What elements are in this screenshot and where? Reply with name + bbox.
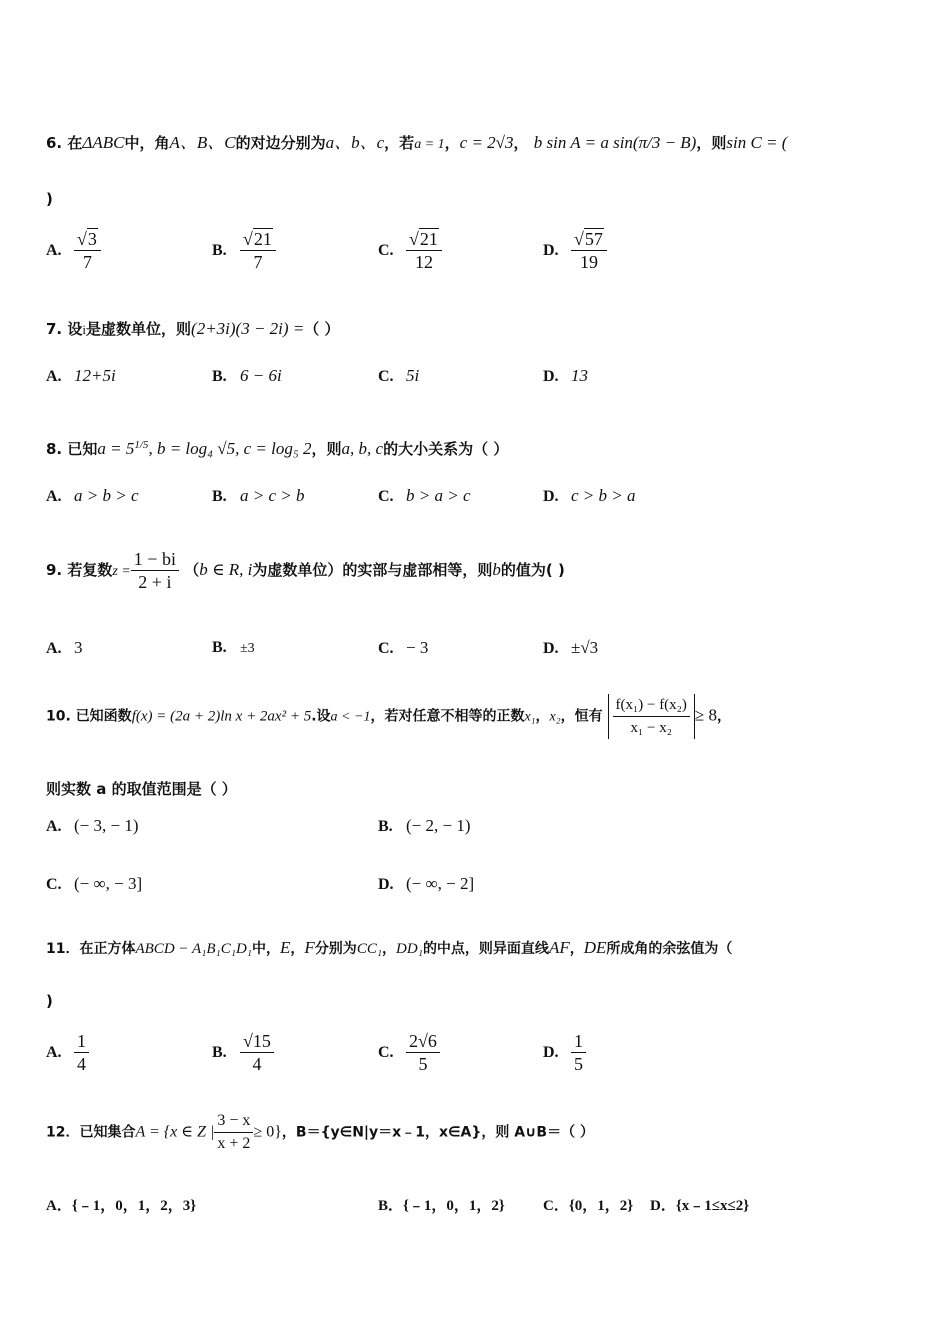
q8-a-definition: a = 5 (97, 439, 135, 458)
q6-continuation: ) (46, 190, 53, 208)
q6-option-b[interactable] (212, 228, 276, 273)
q6-text: 中，角 (124, 134, 170, 152)
q6-text: ，若 (384, 134, 415, 152)
q9-text: 若复数 (67, 561, 113, 579)
option-label: D． (650, 1198, 676, 1214)
option-value: {x﹣1≤x≤2} (675, 1198, 750, 1214)
option-label: A. (46, 242, 62, 259)
q9-option-d[interactable] (543, 638, 598, 658)
q8-option-b[interactable] (212, 486, 305, 506)
q10-option-b[interactable] (378, 816, 471, 836)
q10-text: ，恒有 (560, 708, 603, 725)
option-value: a > b > c (74, 486, 139, 505)
q7-option-d[interactable] (543, 366, 588, 386)
q6-text: 的对边分别为 (235, 134, 326, 152)
q11-text: ， (569, 941, 584, 957)
q12-set-a-left: A = {x ∈ Z | (135, 1123, 215, 1141)
question-7 (46, 318, 340, 339)
fraction (240, 1030, 274, 1075)
numerator: f(x₁) − f(x₂) (613, 694, 690, 717)
q12-option-b[interactable] (378, 1194, 505, 1215)
q7-option-a[interactable] (46, 366, 116, 386)
q8-text: 已知 (67, 440, 98, 458)
q10-fraction (613, 694, 690, 739)
option-value: (− ∞, − 3] (74, 874, 143, 893)
fraction: $\frac{√21}{7}$ (240, 228, 276, 273)
option-label: A. (46, 818, 62, 835)
denominator: 4 (252, 1054, 262, 1074)
question-number: 12． (46, 1124, 80, 1141)
denominator: 4 (77, 1054, 86, 1074)
question-10 (46, 694, 731, 739)
q12-text: 已知集合 (79, 1124, 136, 1141)
q9-text: （ (184, 561, 200, 579)
denominator: x₁ − x₂ (630, 720, 672, 736)
option-value: (− 2, − 1) (406, 816, 471, 835)
q8-text: 的大小关系为（ ） (383, 440, 509, 458)
q7-option-b[interactable] (212, 366, 282, 386)
q12-text: ，B＝{y∈N|y＝x﹣1，x∈A}，则 A∪B＝（ ） (281, 1124, 594, 1141)
question-9 (46, 548, 565, 593)
q10-text: ， (717, 708, 731, 725)
q11-dd1: DD₁ (396, 941, 423, 957)
numerator: 1 − bi (131, 548, 179, 571)
q10-function: f(x) = (2a + 2)ln x + 2ax² + 5 (131, 708, 312, 725)
q10-text: 已知函数 (75, 708, 132, 725)
q12-option-d[interactable] (650, 1194, 749, 1215)
option-value: a > c > b (240, 486, 305, 505)
q9-fraction (131, 548, 179, 593)
option-value: {﹣1，0，1，2} (403, 1198, 505, 1214)
q10-x2: x₂ (549, 709, 561, 725)
question-number: 7. (46, 320, 63, 338)
q12-option-c[interactable] (543, 1194, 633, 1215)
q6-condition: b sin A = a sin(π/3 − B) (533, 133, 697, 152)
denominator: 5 (574, 1054, 583, 1074)
q8-option-c[interactable] (378, 486, 471, 506)
q9-option-a[interactable] (46, 638, 83, 658)
q11-option-a[interactable] (46, 1030, 89, 1075)
q11-continuation: ) (46, 992, 53, 1010)
q10-x1: x₁ (524, 709, 536, 725)
q8-bc-definition: , b = log₄ √5, c = log₅ 2 (148, 439, 312, 458)
q10-text: ，若对任意不相等的正数 (370, 708, 525, 725)
denominator: 2 + i (138, 572, 172, 592)
q11-text: 中， (252, 941, 281, 957)
option-label: D. (543, 640, 559, 657)
denominator: 19 (579, 252, 598, 272)
option-label: D. (378, 876, 394, 893)
option-label: D. (543, 368, 559, 385)
q12-fraction (214, 1110, 253, 1155)
numerator: 1 (74, 1030, 89, 1053)
q11-point-f: F (304, 938, 315, 957)
numerator: 57 (584, 229, 603, 249)
q10-condition: a < −1 (330, 709, 371, 725)
option-label: A. (46, 488, 62, 505)
numerator: 3 − x (214, 1110, 253, 1133)
q7-expression: (2+3i)(3 − 2i) = (191, 319, 305, 338)
option-label: C. (378, 640, 394, 657)
q7-text: 设 (67, 320, 83, 338)
q11-text: 在正方体 (79, 941, 136, 957)
q10-text: ， (535, 708, 550, 725)
q9-condition: b ∈ R, i (199, 560, 253, 579)
q11-text: 分别为 (314, 941, 357, 957)
option-label: D. (543, 1044, 559, 1061)
option-label: C. (46, 876, 62, 893)
q6-angles: A、B、C (169, 133, 236, 152)
fraction (74, 1030, 89, 1075)
q11-cc1: CC₁ (356, 941, 383, 957)
option-value: (− 3, − 1) (74, 816, 139, 835)
numerator: 21 (419, 229, 438, 249)
option-label: B. (212, 242, 227, 259)
option-label: D. (543, 488, 559, 505)
denominator: x + 2 (217, 1135, 251, 1152)
option-value: b > a > c (406, 486, 471, 505)
q10-line2: 则实数 a 的取值范围是（ ） (46, 780, 237, 798)
q10-option-d[interactable] (378, 874, 474, 894)
q9-text: 为虚数单位）的实部与虚部相等，则 (252, 561, 493, 579)
question-number: 6. (46, 134, 63, 152)
q6-option-a[interactable] (46, 228, 101, 273)
fraction: $\frac{√21}{12}$ (406, 228, 442, 273)
q8-option-a[interactable] (46, 486, 139, 506)
q6-a-value: a = 1 (414, 137, 445, 152)
option-value: ±√3 (571, 638, 599, 657)
q6-triangle: ΔABC (82, 133, 125, 152)
q7-blank: （ ） (304, 320, 340, 338)
q6-text: ，则 (696, 134, 727, 152)
question-12 (46, 1110, 594, 1155)
option-label: B. (212, 488, 227, 505)
option-value: − 3 (406, 638, 429, 657)
option-label: A. (46, 1044, 62, 1061)
option-label: A. (46, 368, 62, 385)
option-label: C． (543, 1198, 569, 1214)
numerator: 21 (253, 229, 272, 249)
option-label: C. (378, 488, 394, 505)
q9-text: 的值为( ) (500, 561, 565, 579)
option-value: ±3 (240, 641, 255, 656)
q10-option-c[interactable] (46, 874, 142, 894)
q10-text: .设 (311, 708, 331, 725)
denominator: 7 (82, 252, 92, 272)
q11-option-d[interactable] (543, 1030, 586, 1075)
denominator: 12 (414, 252, 433, 272)
option-label: D. (543, 242, 559, 259)
option-value: {0，1，2} (568, 1198, 634, 1214)
numerator: √15 (240, 1030, 274, 1053)
q11-cube: ABCD − A₁B₁C₁D₁ (135, 941, 253, 957)
question-8 (46, 438, 508, 459)
q12-option-a[interactable] (46, 1194, 196, 1215)
question-number: 10. (46, 708, 71, 725)
q9-b: b (492, 560, 501, 579)
option-label: B. (212, 368, 227, 385)
option-label: A． (46, 1198, 72, 1214)
q11-text: 所成角的余弦值为（ (606, 941, 733, 957)
option-value: 13 (571, 366, 588, 385)
q7-i: i (82, 322, 87, 337)
option-label: B． (378, 1198, 404, 1214)
fraction (406, 1030, 440, 1075)
q9-option-b[interactable] (212, 638, 255, 657)
fraction (571, 1030, 586, 1075)
q6-sides: a、b、c (325, 133, 385, 152)
question-number: 8. (46, 440, 63, 458)
q7-text: 是虚数单位，则 (86, 320, 192, 338)
question-number: 9. (46, 561, 63, 579)
numerator: 1 (571, 1030, 586, 1053)
q6-text: 在 (67, 134, 83, 152)
option-label: A. (46, 640, 62, 657)
numerator: 3 (87, 229, 97, 249)
option-label: B. (212, 1044, 227, 1061)
q6-c-value: c = 2√3 (459, 133, 514, 152)
q6-ask: sin C = ( (726, 133, 788, 152)
q7-option-c[interactable] (378, 366, 419, 386)
fraction: $\frac{√57}{19}$ (571, 228, 607, 273)
q11-af: AF (548, 938, 570, 957)
q12-set-a-right: ≥ 0} (253, 1123, 282, 1141)
denominator: 7 (253, 252, 263, 272)
question-11 (46, 938, 732, 958)
option-label: C. (378, 1044, 394, 1061)
option-value: 12+5i (74, 366, 116, 385)
q8-text: ，则 (311, 440, 342, 458)
q8-variables: a, b, c (341, 439, 384, 458)
q9-z: z = (112, 564, 131, 579)
fraction: $\frac{√3}{7}$ (74, 228, 101, 273)
option-label: C. (378, 242, 394, 259)
q11-text: ， (382, 941, 397, 957)
q10-absolute-value (608, 694, 695, 739)
q11-option-b[interactable] (212, 1030, 274, 1075)
question-number: 11． (46, 941, 80, 957)
q8-a-exponent: 1/5 (134, 439, 149, 451)
denominator: 5 (418, 1054, 428, 1074)
q6-option-c[interactable] (378, 228, 442, 273)
q9-option-c[interactable] (378, 638, 428, 658)
q10-rhs: ≥ 8 (694, 705, 717, 725)
q11-option-c[interactable] (378, 1030, 440, 1075)
numerator: 2√6 (406, 1030, 440, 1053)
option-value: 3 (74, 638, 83, 657)
q11-point-e: E (280, 938, 291, 957)
option-label: C. (378, 368, 394, 385)
q6-option-d[interactable] (543, 228, 607, 273)
q11-text: ， (290, 941, 305, 957)
option-label: B. (378, 818, 393, 835)
option-value: (− ∞, − 2] (406, 874, 475, 893)
option-label: B. (212, 639, 227, 656)
option-value: 6 − 6i (240, 366, 282, 385)
option-value: {﹣1，0，1，2，3} (71, 1198, 197, 1214)
question-6: 6. 在ΔABC中，角A、B、C的对边分别为a、b、c，若a = 1，c = 2√3， b sin A = a sin(π/3 − B)，则sin C = ( (46, 133, 788, 152)
q8-option-d[interactable] (543, 486, 636, 506)
q10-option-a[interactable] (46, 816, 139, 836)
q11-text: 的中点，则异面直线 (422, 941, 549, 957)
q11-de: DE (583, 938, 607, 957)
option-value: 5i (406, 366, 420, 385)
option-value: c > b > a (571, 486, 636, 505)
